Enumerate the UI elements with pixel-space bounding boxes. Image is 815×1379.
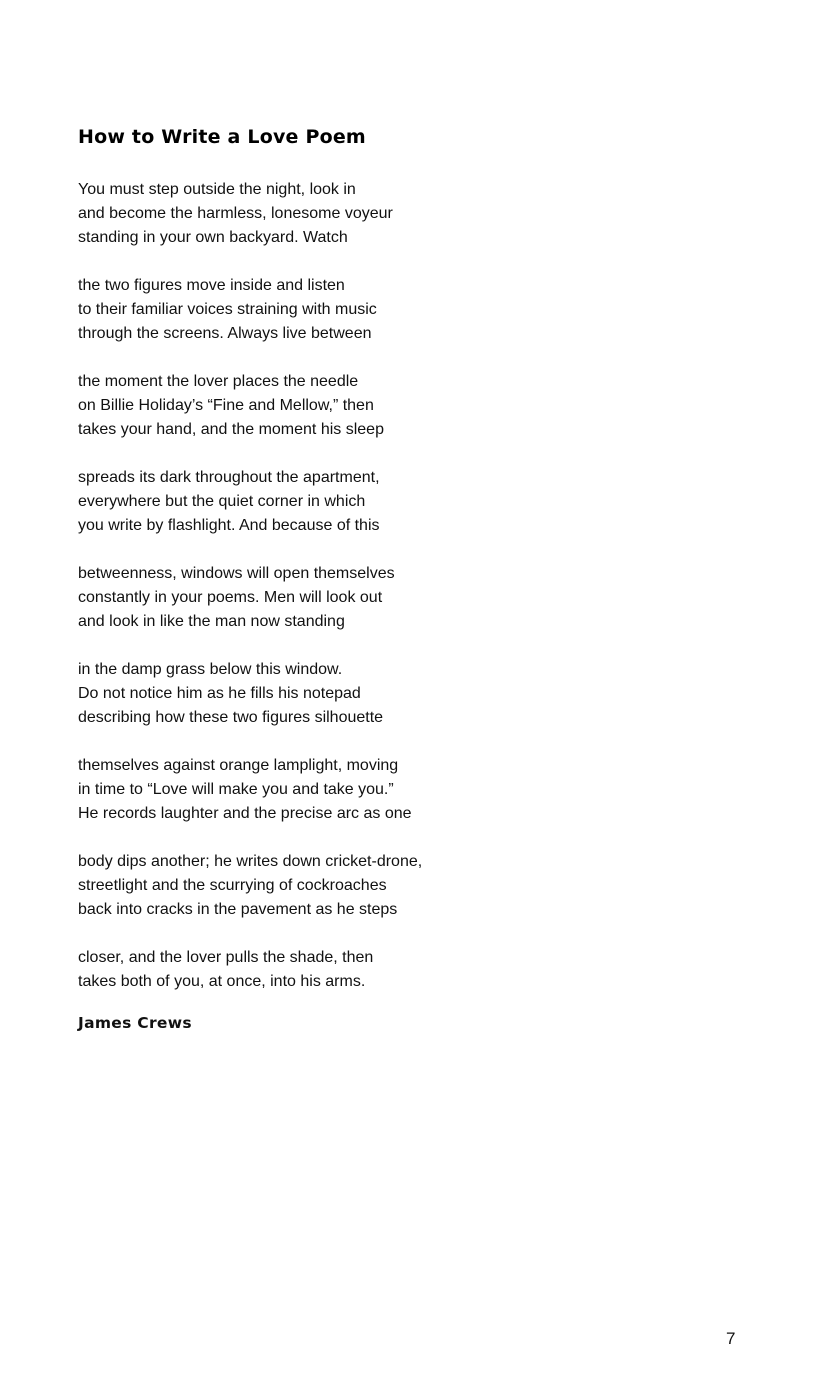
stanza — [78, 466, 422, 538]
poem-line: closer, and the lover pulls the shade, then — [78, 949, 374, 966]
stanza — [78, 562, 422, 634]
poem-line: and become the harmless, lonesome voyeur — [78, 205, 393, 222]
poem-line: constantly in your poems. Men will look out — [78, 589, 383, 606]
page-number: 7 — [726, 1329, 736, 1348]
poem-line: in the damp grass below this window. — [78, 661, 343, 678]
poem-line: He records laughter and the precise arc as one — [78, 805, 412, 822]
poem-line: through the screens. Always live between — [78, 325, 372, 342]
poem-line: the moment the lover places the needle — [78, 373, 359, 390]
stanza — [78, 658, 422, 730]
poem-line: in time to “Love will make you and take you.” — [78, 781, 394, 798]
poem-line: You must step outside the night, look in — [78, 181, 356, 198]
poem-line: Do not notice him as he fills his notepad — [78, 685, 361, 702]
stanza — [78, 946, 422, 994]
poem-line: takes both of you, at once, into his arms. — [78, 973, 366, 990]
poem-line: on Billie Holiday’s “Fine and Mellow,” then — [78, 397, 374, 414]
poem-line: everywhere but the quiet corner in which — [78, 493, 366, 510]
poem-line: the two figures move inside and listen — [78, 277, 345, 294]
poem-title: How to Write a Love Poem — [78, 126, 366, 148]
stanza — [78, 178, 422, 250]
stanza — [78, 370, 422, 442]
poem-author: James Crews — [78, 1014, 192, 1032]
poem-line: betweenness, windows will open themselves — [78, 565, 395, 582]
poem-line: takes your hand, and the moment his sleep — [78, 421, 384, 438]
poem-line: spreads its dark throughout the apartment, — [78, 469, 380, 486]
stanza — [78, 850, 422, 922]
poem-line: standing in your own backyard. Watch — [78, 229, 348, 246]
stanza — [78, 274, 422, 346]
poem-line: streetlight and the scurrying of cockroaches — [78, 877, 387, 894]
poem-line: back into cracks in the pavement as he steps — [78, 901, 398, 918]
poem-line: describing how these two figures silhouette — [78, 709, 384, 726]
stanza — [78, 754, 422, 826]
poem-line: themselves against orange lamplight, moving — [78, 757, 399, 774]
poem-body — [78, 178, 422, 1018]
poem-line: to their familiar voices straining with music — [78, 301, 377, 318]
poem-line: you write by flashlight. And because of this — [78, 517, 380, 534]
poem-line: body dips another; he writes down cricket-drone, — [78, 853, 423, 870]
poem-line: and look in like the man now standing — [78, 613, 345, 630]
